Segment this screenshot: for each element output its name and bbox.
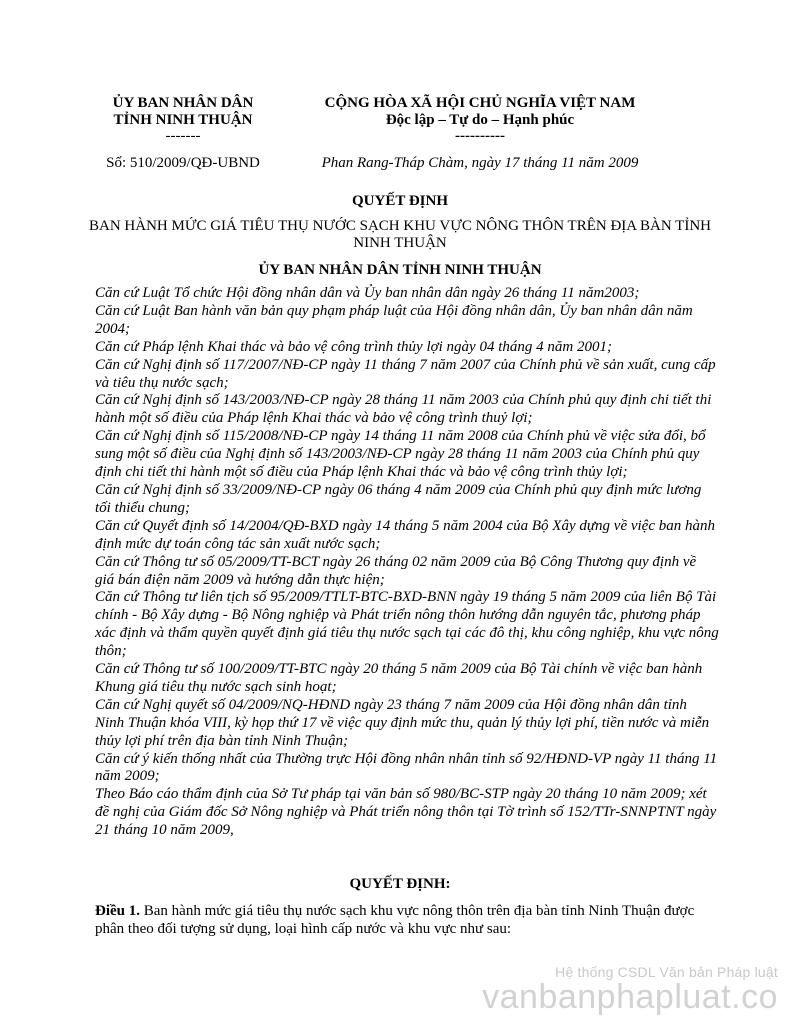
agency-name-line2: TỈNH NINH THUẬN bbox=[113, 112, 253, 128]
agency-separator: ------- bbox=[165, 128, 201, 144]
nation-separator: ---------- bbox=[455, 128, 505, 144]
article-1-paragraph bbox=[95, 902, 719, 938]
basis-item: Căn cứ Nghị định số 143/2003/NĐ-CP ngày 28 tháng 11 năm 2003 của Chính phủ quy định chi tiết thi hành một số điều của Pháp lệnh Khai thác và bảo vệ công trình thuỷ lợi; bbox=[95, 392, 712, 427]
agency-name-line1: ỦY BAN NHÂN DÂN bbox=[112, 95, 254, 111]
nation-motto: Độc lập – Tự do – Hạnh phúc bbox=[385, 112, 575, 128]
basis-item: Căn cứ Thông tư liên tịch số 95/2009/TTLT-BTC-BXD-BNN ngày 19 tháng 5 năm 2009 của liên Bộ Tài chính - Bộ Xây dựng - Bộ Nông nghiệp và Phát triển nông thôn hướng dẫn nguyên tắc, phương pháp xác định và thẩm quyền quyết định giá tiêu thụ nước sạch tại các đô thị, khu công nghiệp, khu vực nông thôn; bbox=[95, 589, 719, 660]
basis-item: Căn cứ Luật Tổ chức Hội đồng nhân dân và Ủy ban nhân dân ngày 26 tháng 11 năm2003; bbox=[95, 285, 640, 301]
legal-basis-list bbox=[95, 285, 719, 840]
nation-name: CỘNG HÒA XÃ HỘI CHỦ NGHĨA VIỆT NAM bbox=[324, 95, 636, 111]
watermark-caption: Hệ thống CSDL Văn bản Pháp luật bbox=[555, 964, 778, 980]
basis-item: Căn cứ Quyết định số 14/2004/QĐ-BXD ngày 14 tháng 5 năm 2004 của Bộ Xây dựng về việc ban hành định mức dự toán công tác sản xuất nước sạch; bbox=[95, 517, 716, 552]
issuer-heading: ỦY BAN NHÂN DÂN TỈNH NINH THUẬN bbox=[258, 262, 542, 278]
place-and-date: Phan Rang-Tháp Chàm, ngày 17 tháng 11 năm 2009 bbox=[321, 155, 639, 171]
national-motto-block bbox=[296, 95, 664, 172]
article-1-label: Điều 1. bbox=[95, 903, 140, 919]
decision-heading: QUYẾT ĐỊNH: bbox=[349, 876, 451, 892]
article-1 bbox=[95, 902, 719, 938]
basis-item: Căn cứ Nghị quyết số 04/2009/NQ-HĐND ngày 23 tháng 7 năm 2009 của Hội đồng nhân dân tỉnh Ninh Thuận khóa VIII, kỳ họp thứ 17 về việc quy định mức thu, quản lý thủy lợi phí, tiền nước và miễn thủy lợi phí trên địa bàn tỉnh Ninh Thuận; bbox=[95, 696, 710, 749]
basis-item: Căn cứ Thông tư số 05/2009/TT-BCT ngày 26 tháng 02 năm 2009 của Bộ Công Thương quy định về giá bán điện năm 2009 và hướng dẫn thực hiện; bbox=[95, 553, 697, 588]
basis-item: Căn cứ Nghị định số 117/2007/NĐ-CP ngày 11 tháng 7 năm 2007 của Chính phủ về sản xuất, cung cấp và tiêu thụ nước sạch; bbox=[95, 356, 716, 391]
basis-item: Căn cứ Pháp lệnh Khai thác và bảo vệ công trình thủy lợi ngày 04 tháng 4 năm 2001; bbox=[95, 338, 612, 355]
basis-item: Căn cứ Thông tư số 100/2009/TT-BTC ngày 20 tháng 5 năm 2009 của Bộ Tài chính về việc ban hành Khung giá tiêu thụ nước sạch sinh hoạt; bbox=[95, 661, 703, 695]
basis-item: Căn cứ Nghị định số 33/2009/NĐ-CP ngày 06 tháng 4 năm 2009 của Chính phủ quy định mức lương tối thiểu chung; bbox=[95, 481, 702, 516]
issuing-agency-block bbox=[88, 95, 278, 172]
watermark-site: vanbanphapluat.co bbox=[482, 978, 778, 1016]
document-number: Số: 510/2009/QĐ-UBND bbox=[106, 155, 260, 171]
article-1-text: Ban hành mức giá tiêu thụ nước sạch khu vực nông thôn trên địa bàn tỉnh Ninh Thuận được phân theo đối tượng sử dụng, loại hình cấp nước và khu vực như sau: bbox=[95, 903, 695, 937]
basis-item: Căn cứ ý kiến thống nhất của Thường trực Hội đồng nhân nhân tỉnh số 92/HĐND-VP ngày 11 tháng 11 năm 2009; bbox=[95, 750, 718, 785]
document-type-title: QUYẾT ĐỊNH bbox=[352, 193, 448, 209]
basis-item: Căn cứ Luật Ban hành văn bản quy phạm pháp luật của Hội đồng nhân dân, Ủy ban nhân dân năm 2004; bbox=[95, 302, 693, 337]
basis-item: Theo Báo cáo thẩm định của Sở Tư pháp tại văn bản số 980/BC-STP ngày 20 tháng 10 năm 2009; xét đề nghị của Giám đốc Sở Nông nghiệp và Phát triển nông thôn tại Tờ trình số 152/TTr-SNNPTNT ngày 21 tháng 10 năm 2009, bbox=[95, 786, 717, 839]
basis-item: Căn cứ Nghị định số 115/2008/NĐ-CP ngày 14 tháng 11 năm 2008 của Chính phủ về việc sửa đổi, bổ sung một số điều của Nghị định số 143/2003/NĐ-CP ngày 28 tháng 11 năm 2003 của Chính phủ quy định chi tiết thi hành một số điều của Pháp lệnh Khai thác và bảo vệ công trình thủy lợi; bbox=[95, 428, 706, 481]
document-subject: BAN HÀNH MỨC GIÁ TIÊU THỤ NƯỚC SẠCH KHU VỰC NÔNG THÔN TRÊN ĐỊA BÀN TỈNH NINH THUẬN bbox=[88, 218, 712, 251]
